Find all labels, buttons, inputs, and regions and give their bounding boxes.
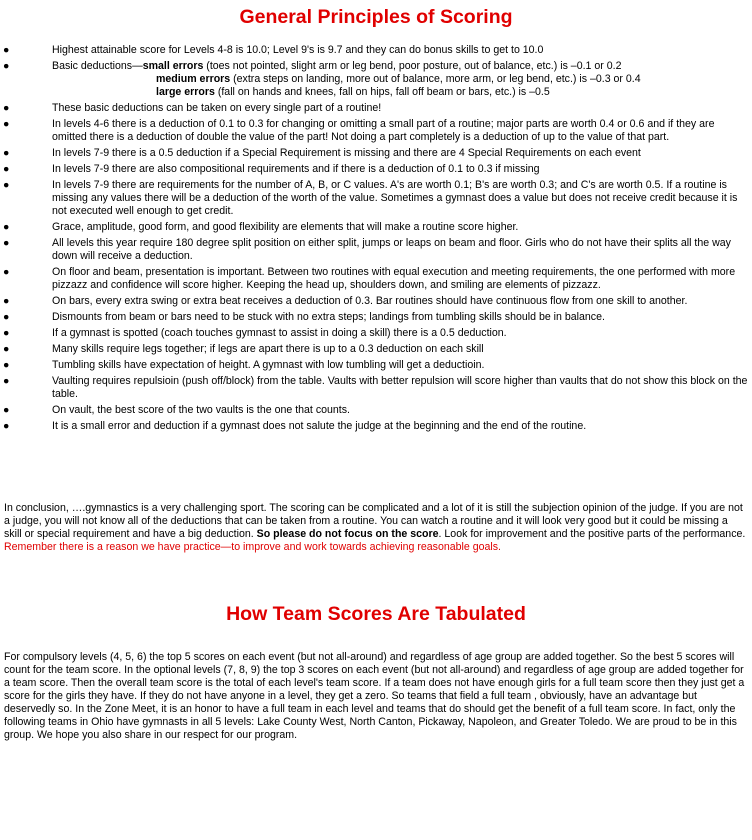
list-item-text: In levels 7-9 there are requirements for the number of A, B, or C values. A's are worth 0.1; B's are worth 0.3; and C's are worth 0.5. If a routine is missing any values there will be a deduction of the worth of the value. Sometimes a gymnast does a value but does not receive credit because it is not executed well enough to get credit. [52, 179, 738, 217]
section-title-scoring: General Principles of Scoring [239, 6, 513, 28]
list-item-text: On vault, the best score of the two vaults is the one that counts. [52, 404, 350, 416]
list-item [0, 404, 748, 417]
large-errors-text: (fall on hands and knees, fall on hips, fall off beam or bars, etc.) is –0.5 [214, 86, 550, 98]
scoring-principles-list [0, 44, 748, 436]
section-title-team-scores: How Team Scores Are Tabulated [226, 603, 526, 625]
small-errors-text: (toes not pointed, slight arm or leg bend, poor posture, out of balance, etc.) is –0.1 or 0.2 [203, 60, 622, 72]
list-item-text: If a gymnast is spotted (coach touches gymnast to assist in doing a skill) there is a 0.5 deduction. [52, 327, 507, 339]
list-item-text: Vaulting requires repulsioin (push off/block) from the table. Vaults with better repulsion will score higher than vaults that do not show this block on the table. [52, 375, 748, 400]
list-item [0, 343, 748, 356]
conclusion-text-2: . Look for improvement and the positive parts of the performance. [438, 528, 746, 540]
conclusion-paragraph [4, 502, 748, 554]
list-item-text: All levels this year require 180 degree split position on either split, jumps or leaps on beam and floor. Girls who do not have their splits all the way down will receive a deduction. [52, 237, 731, 262]
list-item [0, 327, 748, 340]
list-item [0, 163, 748, 176]
large-errors-line [52, 86, 748, 99]
conclusion-red-text: Remember there is a reason we have practice—to improve and work towards achieving reasonable goals. [4, 541, 501, 553]
bullet-icon: ● [3, 311, 10, 323]
list-item [0, 102, 748, 115]
list-item [0, 147, 748, 160]
list-item-text: Tumbling skills have expectation of height. A gymnast with low tumbling will get a deductioin. [52, 359, 485, 371]
bullet-icon: ● [3, 266, 10, 278]
bullet-icon: ● [3, 44, 10, 56]
bullet-icon: ● [3, 102, 10, 114]
bullet-icon: ● [3, 163, 10, 175]
list-item-deductions [0, 60, 748, 99]
list-item-text: It is a small error and deduction if a gymnast does not salute the judge at the beginning and the end of the routine. [52, 420, 587, 432]
list-item-text: Dismounts from beam or bars need to be stuck with no extra steps; landings from tumbling skills should be in balance. [52, 311, 605, 323]
list-item-text: Many skills require legs together; if legs are apart there is up to a 0.3 deduction on each skill [52, 343, 484, 355]
list-item [0, 118, 748, 144]
list-item [0, 375, 748, 401]
list-item-text: Grace, amplitude, good form, and good flexibility are elements that will make a routine score higher. [52, 221, 519, 233]
list-item [0, 266, 748, 292]
list-item-text: In levels 7-9 there is a 0.5 deduction if a Special Requirement is missing and there are 4 Special Requirements on each event [52, 147, 641, 159]
list-item [0, 295, 748, 308]
large-errors-label: large errors [156, 86, 215, 98]
bullet-icon: ● [3, 375, 10, 387]
team-scores-paragraph: For compulsory levels (4, 5, 6) the top 5 scores on each event (but not all-around) and regardless of age group are added together. So the best 5 scores will count for the team score. In the optional levels (7, 8, 9) the top 3 scores on each event (but not all-around) and regardless of age group are added together for a team score. Then the overall team score is the total of each level's team score. If a team does not have enough girls for a full team score then they just get a score for the girls they have. If they do not have anyone in a level, they get a zero. So teams that field a full team , obviously, have an advantage but deservedly so. In the Zone Meet, it is an honor to have a full team in each level and teams that do should get the benefit of a full team score. In fact, only the following teams in Ohio have gymnasts in all 5 levels: Lake County West, North Canton, Pickaway, Napoleon, and Greater Toledo. We are proud to be in this group. We hope you also share in our respect for our program. [4, 651, 745, 741]
bullet-icon: ● [3, 60, 10, 72]
bullet-icon: ● [3, 420, 10, 432]
list-item-text: In levels 7-9 there are also compositional requirements and if there is a deduction of 0.1 to 0.3 if missing [52, 163, 540, 175]
bullet-icon: ● [3, 327, 10, 339]
bullet-icon: ● [3, 237, 10, 249]
bullet-icon: ● [3, 221, 10, 233]
list-item [0, 44, 748, 57]
bullet-icon: ● [3, 343, 10, 355]
medium-errors-line [52, 73, 748, 86]
bullet-icon: ● [3, 147, 10, 159]
bullet-icon: ● [3, 404, 10, 416]
small-errors-label: small errors [142, 60, 204, 72]
deductions-intro: Basic deductions— [52, 60, 143, 72]
list-item [0, 420, 748, 433]
bullet-icon: ● [3, 295, 10, 307]
list-item [0, 359, 748, 372]
list-item [0, 237, 748, 263]
bullet-icon: ● [3, 179, 10, 191]
medium-errors-text: (extra steps on landing, more out of balance, more arm, or leg bend, etc.) is –0.3 or 0.4 [230, 73, 641, 85]
list-item-text: In levels 4-6 there is a deduction of 0.1 to 0.3 for changing or omitting a small part of a routine; major parts are worth 0.4 or 0.6 and if they are omitted there is a deduction of double the value of the part! Not doing a part completely is a deduction of up to the value of that part. [52, 118, 715, 143]
list-item-text: On floor and beam, presentation is important. Between two routines with equal execution and meeting requirements, the one performed with more pizzazz and confidence will score higher. Keeping the head up, shoulders down, and smiling are elements of pizzazz. [52, 266, 736, 291]
bullet-icon: ● [3, 118, 10, 130]
list-item-text: These basic deductions can be taken on every single part of a routine! [52, 102, 382, 114]
list-item-text: On bars, every extra swing or extra beat receives a deduction of 0.3. Bar routines should have continuous flow from one skill to another. [52, 295, 688, 307]
list-item [0, 221, 748, 234]
bullet-icon: ● [3, 359, 10, 371]
list-item [0, 311, 748, 324]
list-item-text: Highest attainable score for Levels 4-8 is 10.0; Level 9's is 9.7 and they can do bonus skills to get to 10.0 [52, 44, 544, 56]
medium-errors-label: medium errors [156, 73, 231, 85]
list-item [0, 179, 748, 218]
conclusion-bold-text: So please do not focus on the score [256, 528, 439, 540]
conclusion-text: In conclusion, ….gymnastics is a very challenging sport. The scoring can be complicated and a lot of it is still the subjection opinion of the judge. If you are not a judge, you will not know all of the deductions that can be taken from a routine. You can watch a routine and it will look very good but it could be missing a skill or special requirement and have a big deduction. [4, 502, 743, 540]
